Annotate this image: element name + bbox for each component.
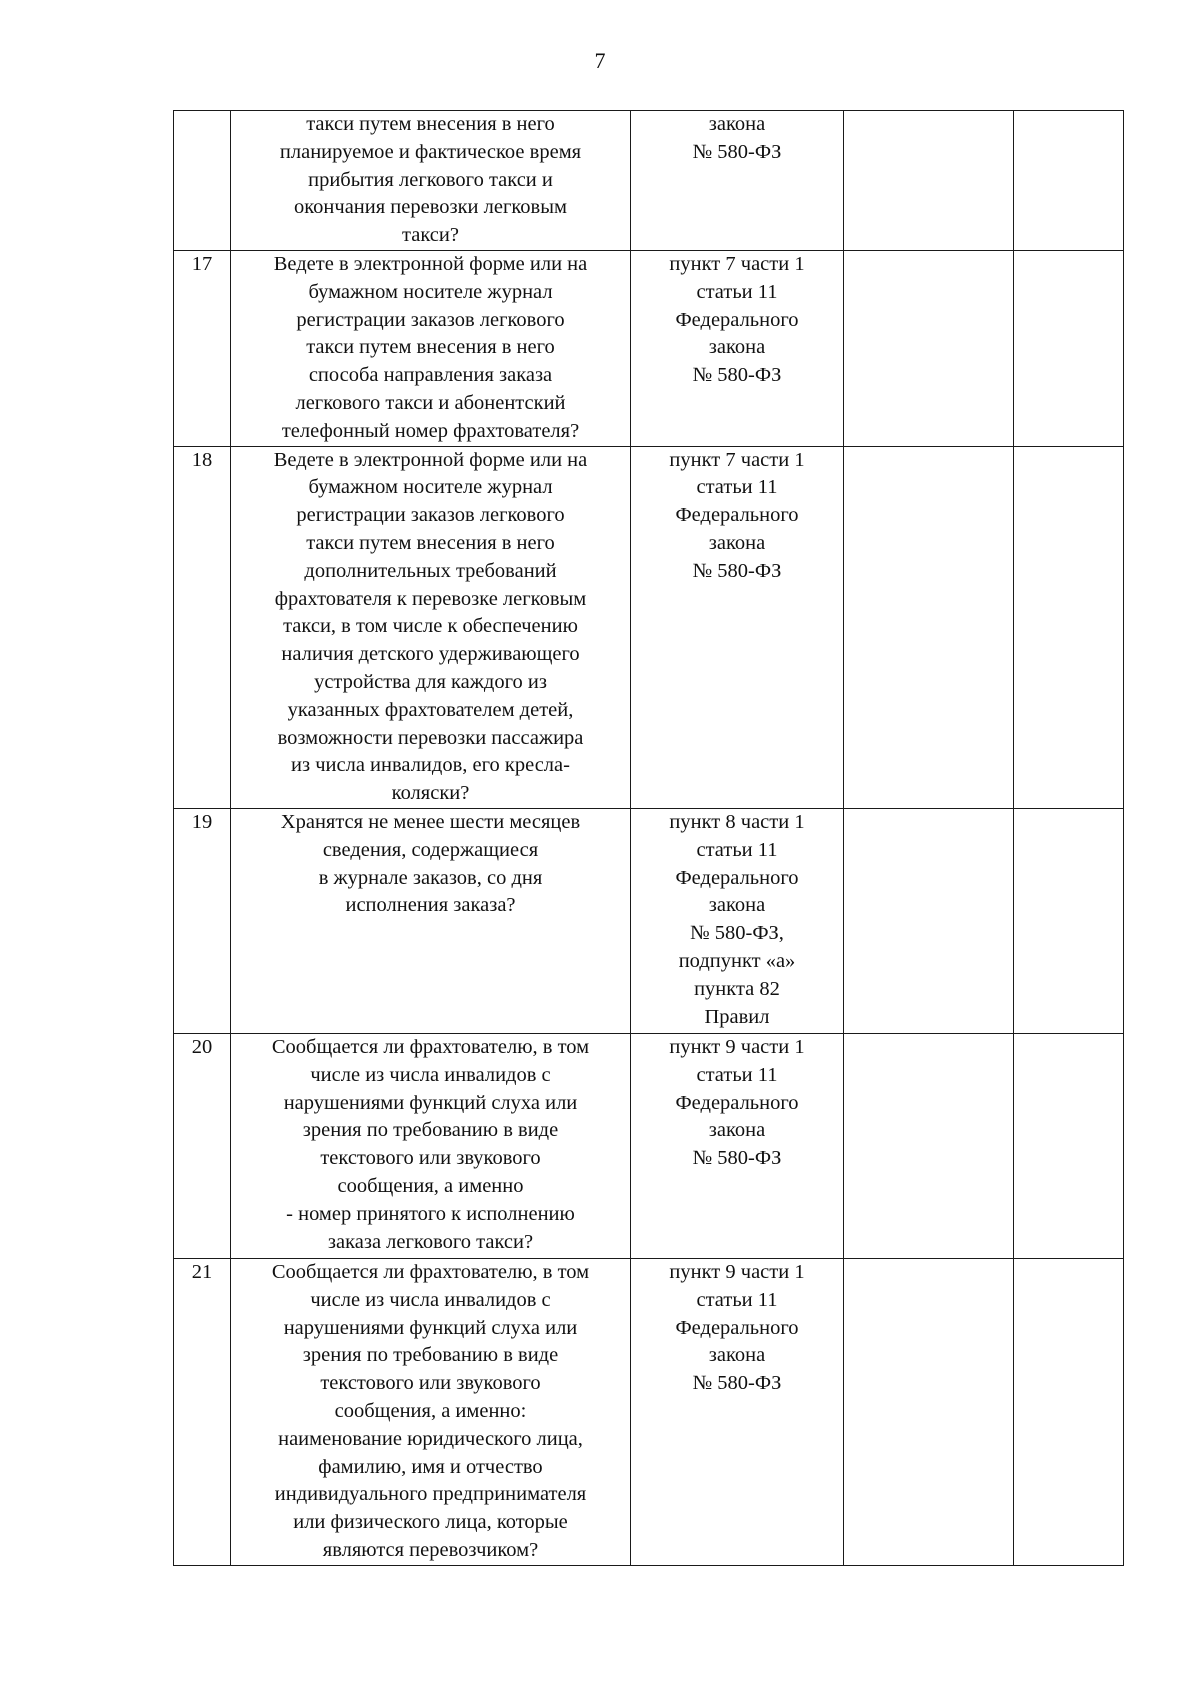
note-cell	[1014, 251, 1124, 447]
question-cell: Сообщается ли фрахтователю, в том числе из числа инвалидов с нарушениями функций слуха или зрения по требованию в виде текстового или звукового сообщения, а именно - номер принятого к исполнению заказа легкового такси?	[231, 1033, 631, 1258]
note-cell	[1014, 808, 1124, 1033]
answer-cell	[844, 1033, 1014, 1258]
answer-cell	[844, 1258, 1014, 1565]
row-number: 19	[174, 808, 231, 1033]
answer-cell	[844, 251, 1014, 447]
table-row	[174, 446, 1124, 808]
note-cell	[1014, 446, 1124, 808]
note-cell	[1014, 1033, 1124, 1258]
answer-cell	[844, 808, 1014, 1033]
reference-cell: закона № 580-ФЗ	[631, 111, 844, 251]
question-cell: такси путем внесения в него планируемое и фактическое время прибытия легкового такси и окончания перевозки легковым такси?	[231, 111, 631, 251]
question-cell: Ведете в электронной форме или на бумажном носителе журнал регистрации заказов легкового такси путем внесения в него дополнительных требований фрахтователя к перевозке легковым такси, в том числе к обеспечению наличия детского удерживающего устройства для каждого из указанных фрахтователем детей, возможности перевозки пассажира из числа инвалидов, его кресла- коляски?	[231, 446, 631, 808]
question-cell: Хранятся не менее шести месяцев сведения, содержащиеся в журнале заказов, со дня исполнения заказа?	[231, 808, 631, 1033]
row-number: 20	[174, 1033, 231, 1258]
question-cell: Ведете в электронной форме или на бумажном носителе журнал регистрации заказов легкового такси путем внесения в него способа направления заказа легкового такси и абонентский телефонный номер фрахтователя?	[231, 251, 631, 447]
page-number: 7	[594, 48, 606, 73]
answer-cell	[844, 446, 1014, 808]
row-number: 17	[174, 251, 231, 447]
checklist-table	[173, 110, 1124, 1566]
table-row	[174, 111, 1124, 251]
reference-cell: пункт 7 части 1 статьи 11 Федерального закона № 580-ФЗ	[631, 251, 844, 447]
reference-cell: пункт 9 части 1 статьи 11 Федерального закона № 580-ФЗ	[631, 1258, 844, 1565]
note-cell	[1014, 111, 1124, 251]
row-number	[174, 111, 231, 251]
reference-cell: пункт 9 части 1 статьи 11 Федерального закона № 580-ФЗ	[631, 1033, 844, 1258]
table-row	[174, 1033, 1124, 1258]
question-cell: Сообщается ли фрахтователю, в том числе из числа инвалидов с нарушениями функций слуха или зрения по требованию в виде текстового или звукового сообщения, а именно: наименование юридического лица, фамилию, имя и отчество индивидуального предпринимателя или физического лица, которые являются перевозчиком?	[231, 1258, 631, 1565]
reference-cell: пункт 8 части 1 статьи 11 Федерального закона № 580-ФЗ, подпункт «а» пункта 82 Правил	[631, 808, 844, 1033]
row-number: 18	[174, 446, 231, 808]
row-number: 21	[174, 1258, 231, 1565]
table-row	[174, 808, 1124, 1033]
table-row	[174, 1258, 1124, 1565]
reference-cell: пункт 7 части 1 статьи 11 Федерального закона № 580-ФЗ	[631, 446, 844, 808]
answer-cell	[844, 111, 1014, 251]
note-cell	[1014, 1258, 1124, 1565]
table-row	[174, 251, 1124, 447]
